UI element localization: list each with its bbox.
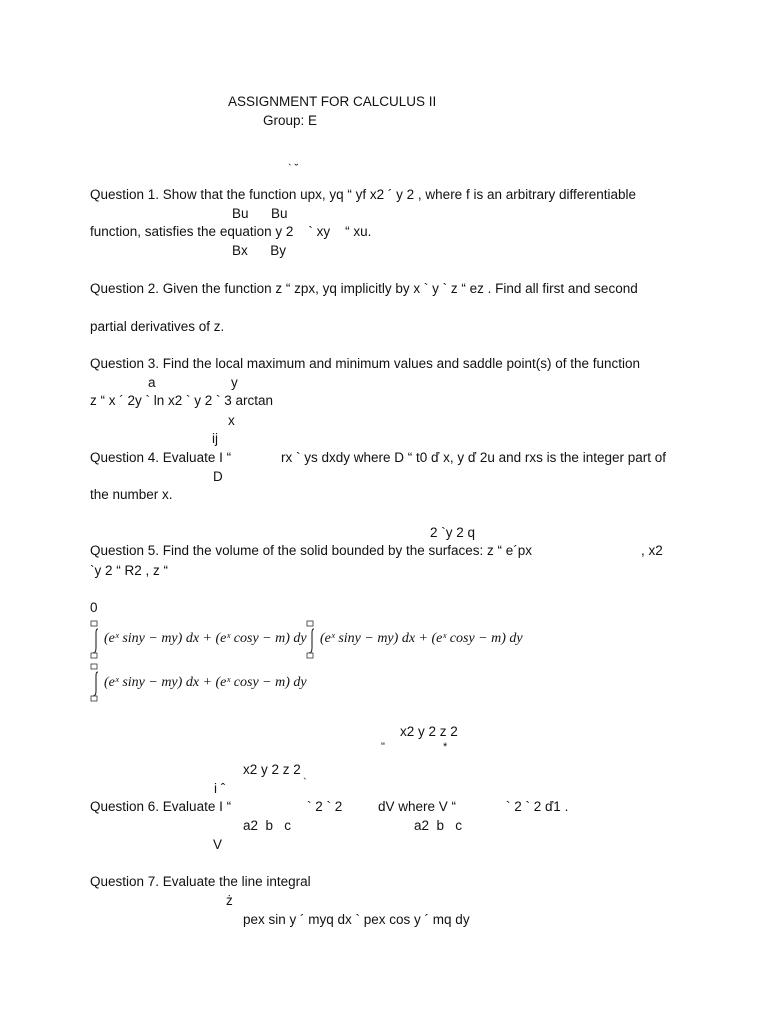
- question-6-inner-expr: x2 y 2 z 2: [243, 762, 301, 777]
- question-4-integral-sup: ij: [212, 431, 218, 446]
- question-5-line2: `y 2 “ R2 , z “: [90, 563, 169, 578]
- question-7-formula: pex sin y ´ myq dx ` pex cos y ´ mq dy: [243, 912, 470, 927]
- question-6-denominator-2: a2 b c: [414, 818, 463, 833]
- question-1-text: Question 1. Show that the function upx, yq “ yf x2 ´ y 2 , where f is an arbitrary differentiable: [90, 187, 637, 202]
- question-6-hat-i: i ˆ: [214, 781, 226, 796]
- question-6-text-a: Question 6. Evaluate I “: [90, 799, 232, 814]
- question-7-integral-symbol: ż: [226, 893, 233, 908]
- question-1-equation: function, satisfies the equation y 2 ` xy “ xu.: [90, 224, 372, 239]
- question-1-denominators: Bx By: [232, 243, 287, 258]
- integral-sign-icon: [90, 620, 102, 660]
- page-title: ASSIGNMENT FOR CALCULUS II: [228, 94, 437, 109]
- question-3-text: Question 3. Find the local maximum and minimum values and saddle point(s) of the function: [90, 356, 641, 371]
- question-6-sup-expr: x2 y 2 z 2: [400, 724, 458, 739]
- question-1-numerators: Bu Bu: [232, 206, 288, 221]
- question-4-text-a: Question 4. Evaluate I “: [90, 450, 232, 465]
- question-5-text-a: Question 5. Find the volume of the solid bounded by the surfaces: z “ e´px: [90, 543, 532, 558]
- integral-expression-3: (eˣ siny − my) dx + (eˣ cosy − m) dy: [104, 675, 307, 690]
- accent-marks: ` ˘: [288, 163, 299, 175]
- question-2-line2: partial derivatives of z.: [90, 319, 225, 334]
- question-3-sub-x: x: [228, 413, 235, 428]
- question-6-text-b: ` 2 ` 2: [307, 799, 343, 814]
- question-4-integral-sub: D: [213, 469, 223, 484]
- integral-expression-1: (eˣ siny − my) dx + (eˣ cosy − m) dy: [104, 631, 307, 646]
- question-7-text: Question 7. Evaluate the line integral: [90, 874, 311, 889]
- integral-sign-icon: [90, 663, 102, 703]
- question-3-sup-a: a: [148, 375, 156, 390]
- question-5-text-b: , x2: [641, 543, 663, 558]
- question-6-denominator-1: a2 b c: [243, 818, 292, 833]
- question-6-text-c: dV where V “: [378, 799, 457, 814]
- question-2-text: Question 2. Given the function z “ zpx, yq implicitly by x ` y ` z “ ez . Find all first and second: [90, 281, 638, 296]
- group-label: Group: E: [263, 113, 318, 128]
- question-6-marks: " *: [381, 741, 448, 753]
- question-6-integral-sub: V: [213, 837, 223, 852]
- question-5-exponent: 2 `y 2 q: [430, 525, 476, 540]
- question-3-sup-y: y: [231, 375, 238, 390]
- question-6-tick: `: [303, 777, 307, 789]
- question-5-line3: 0: [90, 600, 98, 615]
- question-6-text-d: ` 2 ` 2 ď1 .: [506, 799, 569, 814]
- question-4-text-b: rx ` ys dxdy where D “ t0 ď x, y ď 2u and rxs is the integer part of: [281, 450, 666, 465]
- question-3-formula: z “ x ´ 2y ` ln x2 ` y 2 ` 3 arctan: [90, 393, 274, 408]
- integral-expression-2: (eˣ siny − my) dx + (eˣ cosy − m) dy: [320, 631, 523, 646]
- question-4-line2: the number x.: [90, 487, 173, 502]
- integral-sign-icon: [306, 620, 318, 660]
